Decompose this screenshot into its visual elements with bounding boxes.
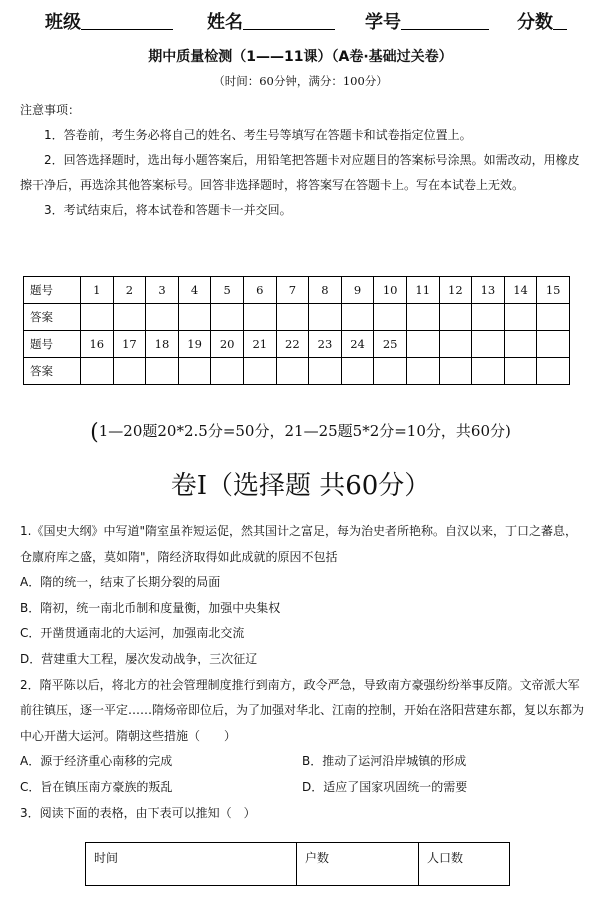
score-breakdown [0,420,601,445]
question-number-cell: 4 [178,277,211,304]
question-2-option: D．适应了国家巩固统一的需要 [302,779,468,794]
question-number-cell: 15 [537,277,570,304]
answer-label: 答案 [24,304,81,331]
question-2-option: A．源于经济重心南移的完成 [20,754,173,769]
name-label: 姓名 [207,12,243,33]
student-info-header [0,8,601,34]
question-number-cell [406,331,439,358]
question-number-cell: 11 [406,277,439,304]
question-number-cell: 3 [146,277,179,304]
score-breakdown-text: 1—20题20*2.5分=50分，21—25题5*2分=10分，共60分 [98,422,505,440]
question-2-option: C．旨在镇压南方豪族的叛乱 [20,779,173,794]
answer-cell[interactable] [309,304,342,331]
question-1-option: D．营建重大工程，屡次发动战争，三次征辽 [20,651,258,666]
answer-grid-row [24,304,570,331]
answer-cell[interactable] [504,304,537,331]
name-blank[interactable] [243,11,335,30]
answer-cell[interactable] [504,358,537,385]
answer-cell[interactable] [178,358,211,385]
exam-notes [20,98,585,223]
question-number-cell [504,331,537,358]
answer-cell[interactable] [81,304,114,331]
answer-cell[interactable] [276,304,309,331]
question-3-table [85,842,510,886]
answer-cell[interactable] [178,304,211,331]
score-blank[interactable] [553,11,567,30]
question-number-cell: 18 [146,331,179,358]
note-item: 3．考试结束后，将本试卷和答题卡一并交回。 [44,203,292,217]
answer-cell[interactable] [146,358,179,385]
answer-cell[interactable] [374,304,407,331]
answer-cell[interactable] [537,304,570,331]
student-id-field [365,8,489,34]
answer-cell[interactable] [276,358,309,385]
question-number-cell [472,331,505,358]
answer-grid-row [24,331,570,358]
question-number-cell: 25 [374,331,407,358]
answer-cell[interactable] [309,358,342,385]
score-close-paren: ) [504,422,511,440]
answer-cell[interactable] [472,358,505,385]
note-item: 2．回答选择题时，选出每小题答案后，用铅笔把答题卡对应题目的答案标号涂黑。如需改动，用橡皮擦干净后，再选涂其他答案标号。回答非选择题时，将答案写在答题卡上。写在本试卷上无效。 [20,153,580,192]
question-number-cell: 17 [113,331,146,358]
question-number-cell: 7 [276,277,309,304]
section-title: 卷Ⅰ（选择题 共60分） [170,471,431,501]
question-number-cell: 8 [309,277,342,304]
question-2-options-row [20,775,585,801]
question-1-option: C．开凿贯通南北的大运河，加强南北交流 [20,626,245,641]
answer-cell[interactable] [146,304,179,331]
question-number-cell: 1 [81,277,114,304]
table-header-population: 人口数 [419,843,510,886]
question-number-cell [537,331,570,358]
answer-cell[interactable] [113,358,146,385]
answer-cell[interactable] [406,358,439,385]
question-2-option: B．推动了运河沿岸城镇的形成 [302,754,467,769]
question-number-cell: 16 [81,331,114,358]
answer-grid-row [24,277,570,304]
answer-cell[interactable] [211,304,244,331]
score-open-paren: ( [90,420,99,445]
class-field [45,8,173,34]
question-number-cell: 24 [341,331,374,358]
question-number-cell: 21 [243,331,276,358]
answer-cell[interactable] [243,304,276,331]
answer-grid-row [24,358,570,385]
question-number-cell: 12 [439,277,472,304]
table-row [86,843,510,886]
answer-cell[interactable] [341,304,374,331]
question-number-cell: 2 [113,277,146,304]
note-item: 1．答卷前，考生务必将自己的姓名、考生号等填写在答题卡和试卷指定位置上。 [44,128,472,142]
question-number-cell [439,331,472,358]
answer-cell[interactable] [439,358,472,385]
answer-cell[interactable] [374,358,407,385]
question-number-cell: 23 [309,331,342,358]
question-number-cell: 20 [211,331,244,358]
score-field [517,8,567,34]
question-2-stem: 2．隋平陈以后，将北方的社会管理制度推行到南方，政令严急，导致南方豪强纷纷举事反隋。文帝派大军前往镇压，逐一平定……隋炀帝即位后，为了加强对华北、江南的控制，开始在洛阳营建东都，复以东都为中心开凿大运河。隋朝这些措施（ ） [20,677,585,743]
question-number-cell: 22 [276,331,309,358]
question-number-cell: 9 [341,277,374,304]
answer-cell[interactable] [537,358,570,385]
question-number-cell: 6 [243,277,276,304]
name-field [207,8,335,34]
student-id-label: 学号 [365,12,401,33]
answer-cell[interactable] [81,358,114,385]
answer-grid [23,276,570,385]
question-number-label: 题号 [24,277,81,304]
answer-label: 答案 [24,358,81,385]
questions [20,519,585,826]
question-number-cell: 5 [211,277,244,304]
question-1-option: A．隋的统一，结束了长期分裂的局面 [20,575,221,590]
exam-title: 期中质量检测（1——11课）（A卷·基础过关卷） [148,49,453,65]
answer-cell[interactable] [243,358,276,385]
answer-cell[interactable] [406,304,439,331]
question-1-option: B．隋初，统一南北币制和度量衡，加强中央集权 [20,600,281,615]
table-header-time: 时间 [86,843,297,886]
question-2-options-row [20,749,585,775]
table-header-households: 户数 [297,843,419,886]
answer-cell[interactable] [439,304,472,331]
question-number-cell: 10 [374,277,407,304]
exam-subtitle: （时间：60分钟，满分：100分） [213,74,388,88]
notes-heading: 注意事项： [20,103,81,117]
question-number-cell: 13 [472,277,505,304]
class-blank[interactable] [81,11,173,30]
question-1-stem: 1.《国史大纲》中写道"隋室虽祚短运促，然其国计之富足，每为治史者所艳称。自汉以来，丁口之蕃息，仓廪府库之盛，莫如隋"，隋经济取得如此成就的原因不包括 [20,524,577,564]
answer-cell[interactable] [113,304,146,331]
question-number-cell: 14 [504,277,537,304]
score-label: 分数 [517,12,553,33]
answer-cell[interactable] [211,358,244,385]
question-3-stem: 3．阅读下面的表格，由下表可以推知（ ） [20,805,256,820]
answer-cell[interactable] [341,358,374,385]
student-id-blank[interactable] [401,11,489,30]
class-label: 班级 [45,12,81,33]
question-number-label: 题号 [24,331,81,358]
question-number-cell: 19 [178,331,211,358]
answer-cell[interactable] [472,304,505,331]
